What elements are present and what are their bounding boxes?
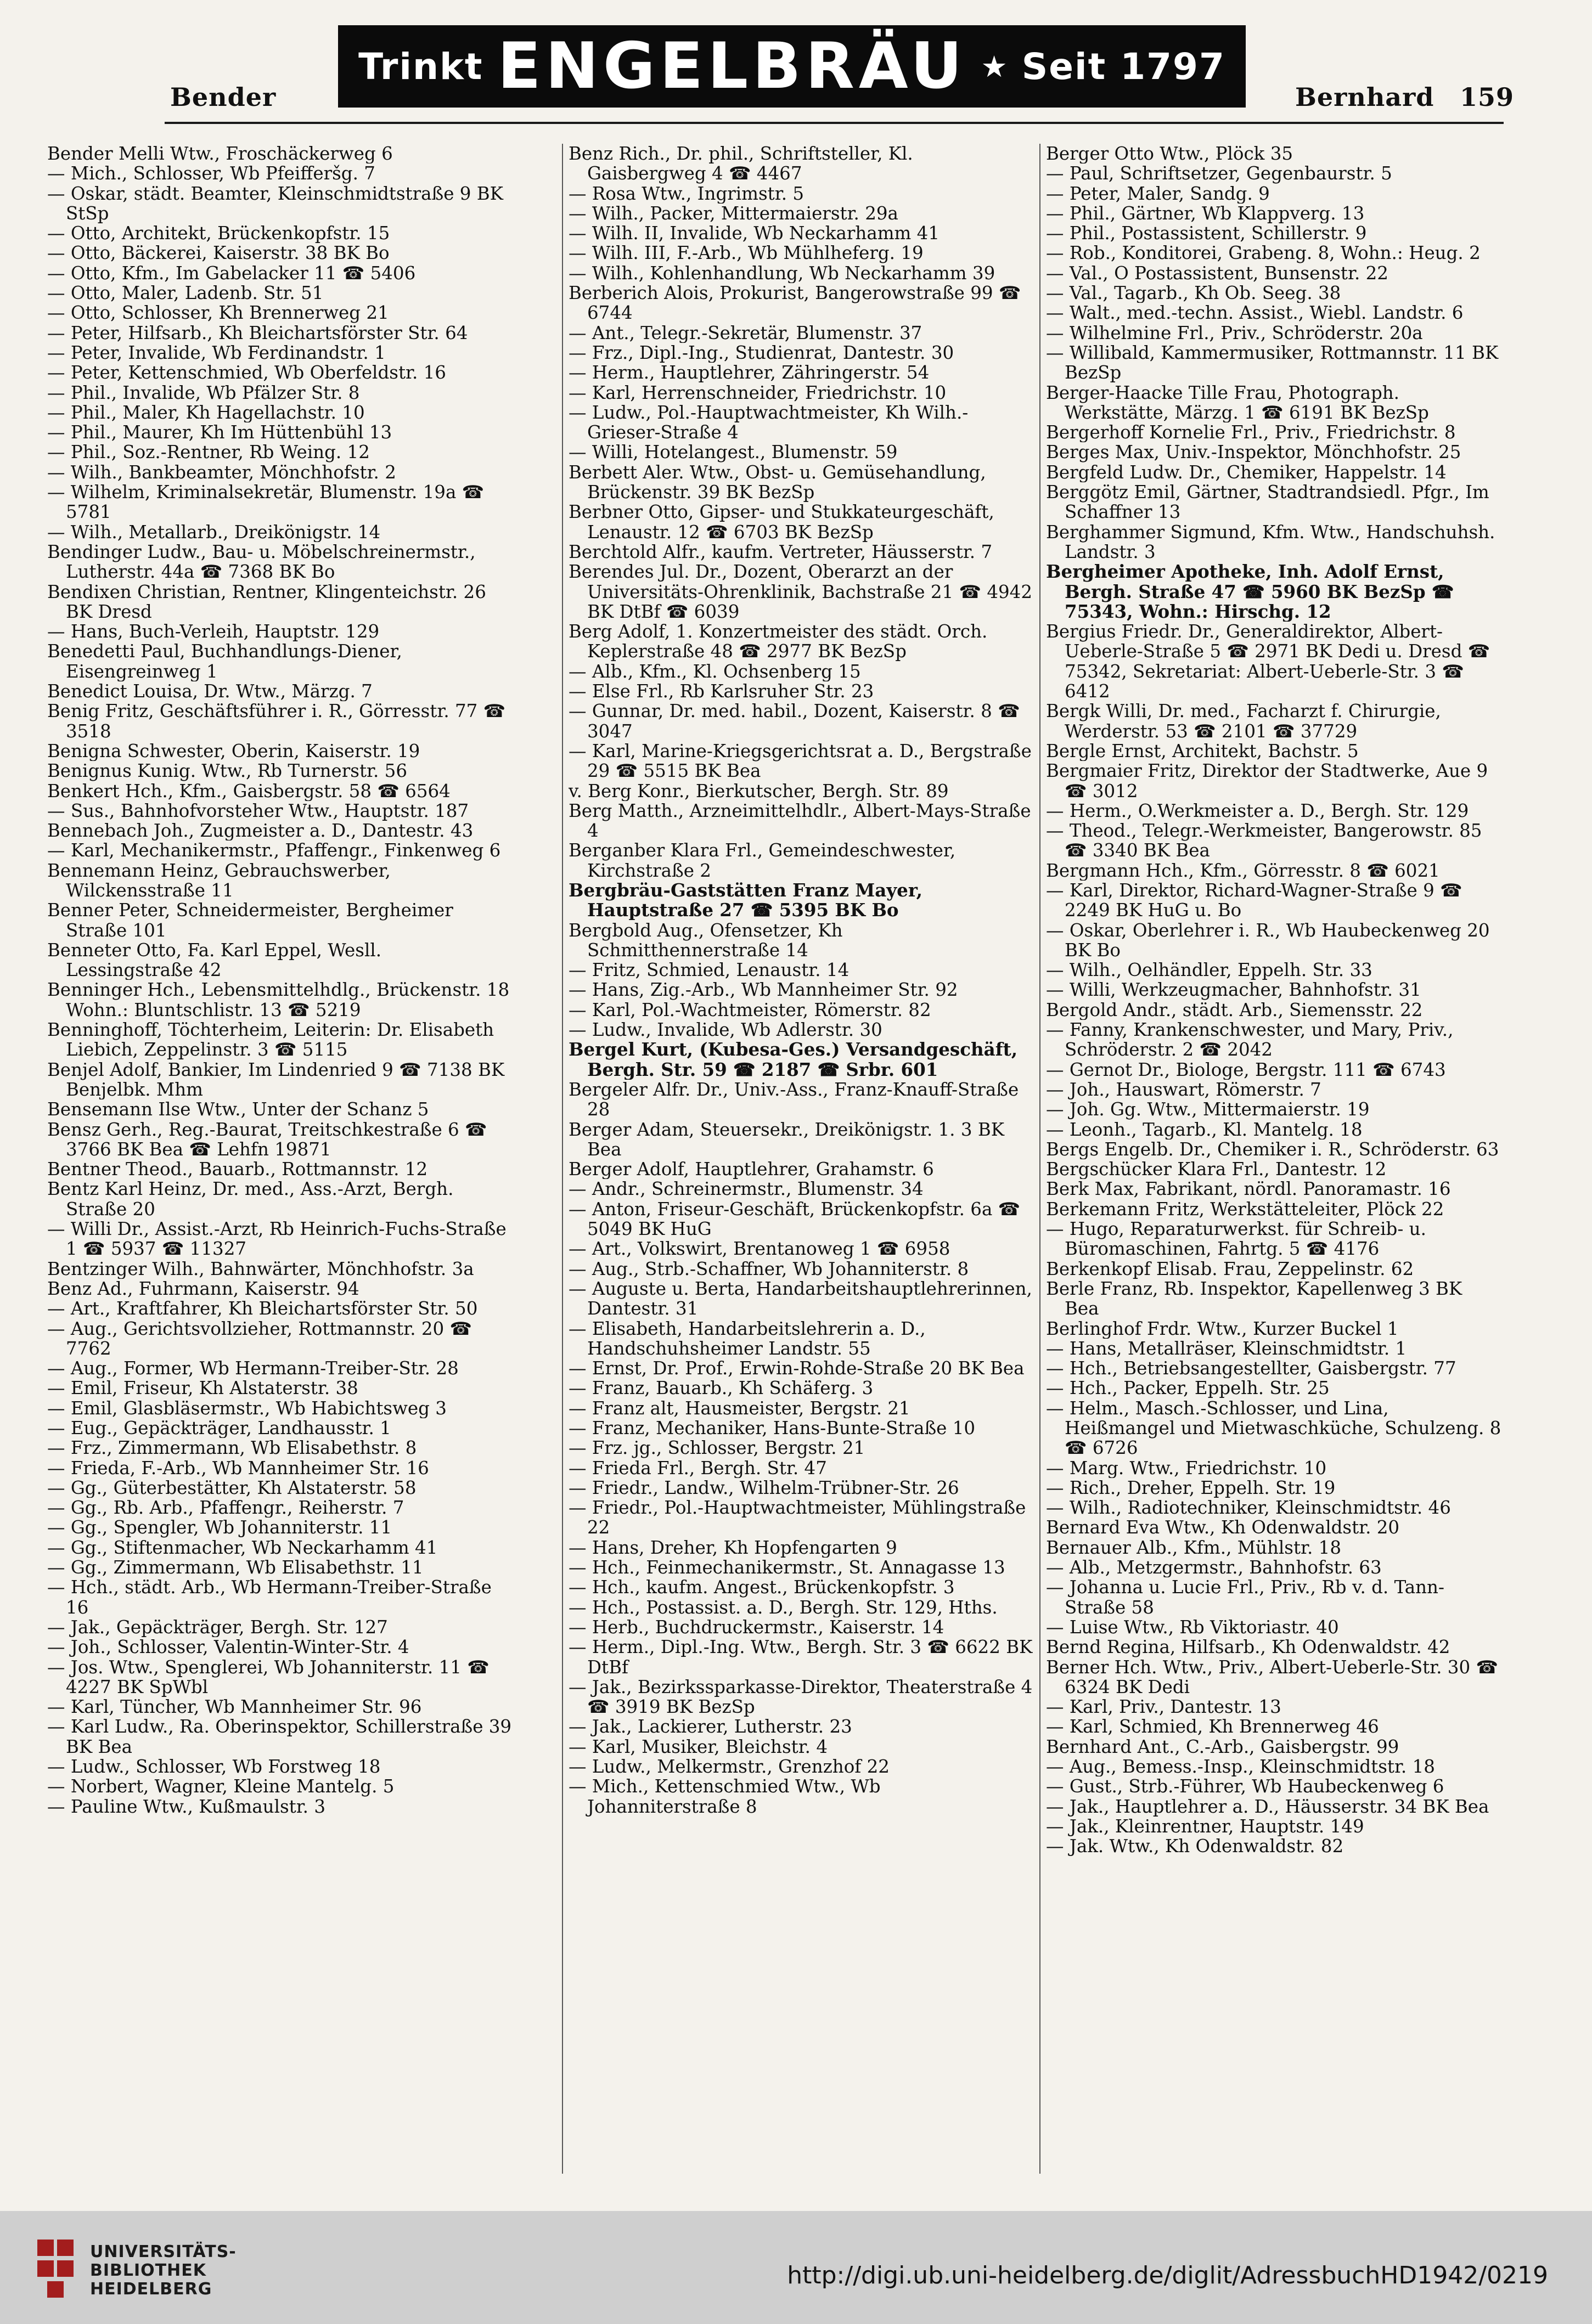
directory-entry: — Peter, Kettenschmied, Wb Oberfeldstr. 16 xyxy=(47,363,446,383)
directory-entry: — Jak., Kleinrentner, Hauptstr. 149 xyxy=(1046,1816,1364,1837)
directory-entry: — Franz, Mechaniker, Hans-Bunte-Straße 10 xyxy=(569,1418,976,1439)
library-name-line: HEIDELBERG xyxy=(90,2280,212,2299)
directory-entry: — Wilh. II, Invalide, Wb Neckarhamm 41 xyxy=(569,223,940,244)
directory-entry: — Ludw., Melkermstr., Grenzhof 22 xyxy=(569,1757,890,1777)
directory-entry: — Elisabeth, Handarbeitslehrerin a. D., Handschuhsheimer Landstr. 55 xyxy=(569,1318,926,1359)
directory-entry: — Peter, Hilfsarb., Kh Bleichartsförster Str. 64 xyxy=(47,323,468,343)
directory-entry: Bennebach Joh., Zugmeister a. D., Dantestr. 43 xyxy=(47,821,474,841)
directory-entry: — Herm., O.Werkmeister a. D., Bergh. Str. 129 xyxy=(1046,800,1469,821)
directory-entry: Benneter Otto, Fa. Karl Eppel, Wesll. Lessingstraße 42 xyxy=(47,940,382,980)
header-rule xyxy=(165,122,1504,124)
directory-entry: — Anton, Friseur-Geschäft, Brückenkopfstr. 6a ☎ 5049 BK HuG xyxy=(569,1199,1021,1239)
column-divider xyxy=(1039,144,1040,2174)
footer-bar xyxy=(0,2211,1592,2324)
directory-entry: — Jak., Lackierer, Lutherstr. 23 xyxy=(569,1717,852,1737)
directory-entry: Bergeler Alfr. Dr., Univ.-Ass., Franz-Knauff-Straße 28 xyxy=(569,1079,1019,1120)
directory-column-2 xyxy=(569,144,1033,1817)
directory-entry: — Pauline Wtw., Kußmaulstr. 3 xyxy=(47,1796,326,1817)
directory-entry: Bergk Willi, Dr. med., Facharzt f. Chirurgie, Werderstr. 53 ☎ 2101 ☎ 37729 xyxy=(1046,701,1441,741)
directory-entry: — Oskar, städt. Beamter, Kleinschmidtstraße 9 BK StSp xyxy=(47,183,503,224)
directory-entry: — Phil., Postassistent, Schillerstr. 9 xyxy=(1046,223,1367,244)
directory-entry: Bergle Ernst, Architekt, Bachstr. 5 xyxy=(1046,741,1359,761)
directory-entry: Berle Franz, Rb. Inspektor, Kapellenweg 3 BK Bea xyxy=(1046,1278,1462,1319)
directory-entry: — Otto, Maler, Ladenb. Str. 51 xyxy=(47,283,324,303)
directory-entry: Berger Adam, Steuersekr., Dreikönigstr. 1. 3 BK Bea xyxy=(569,1119,1004,1160)
directory-entry: — Helm., Masch.-Schlosser, und Lina, Heißmangel und Mietwaschküche, Schulzeng. 8 ☎ 6726 xyxy=(1046,1398,1501,1458)
directory-entry: — Franz alt, Hausmeister, Bergstr. 21 xyxy=(569,1398,910,1418)
directory-entry: — Paul, Schriftsetzer, Gegenbaurstr. 5 xyxy=(1046,163,1392,184)
directory-entry: — Otto, Architekt, Brückenkopfstr. 15 xyxy=(47,223,390,244)
directory-entry: Benig Fritz, Geschäftsführer i. R., Görresstr. 77 ☎ 3518 xyxy=(47,701,506,741)
directory-entry: — Willi, Hotelangest., Blumenstr. 59 xyxy=(569,442,898,462)
directory-entry: — Karl, Mechanikermstr., Pfaffengr., Finkenweg 6 xyxy=(47,841,501,861)
directory-entry: — Jak. Wtw., Kh Odenwaldstr. 82 xyxy=(1046,1836,1344,1857)
directory-entry: — Ludw., Pol.-Hauptwachtmeister, Kh Wilh.-Grieser-Straße 4 xyxy=(569,402,969,443)
banner-text-trinkt: Trinkt xyxy=(358,45,483,88)
directory-entry: — Friedr., Landw., Wilhelm-Trübner-Str. 26 xyxy=(569,1477,959,1498)
directory-entry: — Hch., Betriebsangestellter, Gaisbergstr. 77 xyxy=(1046,1358,1456,1379)
directory-entry: Berges Max, Univ.-Inspektor, Mönchhofstr. 25 xyxy=(1046,442,1461,462)
directory-entry: — Frieda Frl., Bergh. Str. 47 xyxy=(569,1458,827,1478)
directory-entry: — Art., Volkswirt, Brentanoweg 1 ☎ 6958 xyxy=(569,1239,950,1259)
directory-entry: — Hch., Feinmechanikermstr., St. Annagasse 13 xyxy=(569,1558,1005,1578)
star-icon: ★ xyxy=(981,49,1008,84)
directory-entry: Bergerhoff Kornelie Frl., Priv., Friedrichstr. 8 xyxy=(1046,422,1456,443)
directory-entry: Berg Matth., Arzneimittelhdlr., Albert-Mays-Straße 4 xyxy=(569,800,1031,841)
directory-entry: — Frz. jg., Schlosser, Bergstr. 21 xyxy=(569,1438,865,1458)
directory-entry: Bergs Engelb. Dr., Chemiker i. R., Schröderstr. 63 xyxy=(1046,1139,1499,1160)
directory-entry: — Emil, Friseur, Kh Alstaterstr. 38 xyxy=(47,1378,358,1398)
directory-entry: — Aug., Strb.-Schaffner, Wb Johanniterstr. 8 xyxy=(569,1259,969,1279)
directory-entry: Berghammer Sigmund, Kfm. Wtw., Handschuhsh. Landstr. 3 xyxy=(1046,522,1495,562)
directory-entry: — Leonh., Tagarb., Kl. Mantelg. 18 xyxy=(1046,1119,1363,1140)
directory-entry: — Ludw., Schlosser, Wb Forstweg 18 xyxy=(47,1757,381,1777)
directory-entry: Berk Max, Fabrikant, nördl. Panoramastr. 16 xyxy=(1046,1179,1451,1199)
directory-entry: — Gg., Zimmermann, Wb Elisabethstr. 11 xyxy=(47,1558,424,1578)
directory-entry: Bentzinger Wilh., Bahnwärter, Mönchhofstr. 3a xyxy=(47,1259,474,1279)
directory-entry: — Jak., Hauptlehrer a. D., Häusserstr. 34 BK Bea xyxy=(1046,1796,1489,1817)
directory-entry: Berganber Klara Frl., Gemeindeschwester, Kirchstraße 2 xyxy=(569,841,956,881)
directory-entry: — Gust., Strb.-Führer, Wb Haubeckenweg 6 xyxy=(1046,1776,1444,1797)
directory-entry: — Rich., Dreher, Eppelh. Str. 19 xyxy=(1046,1477,1336,1498)
directory-entry: Benz Ad., Fuhrmann, Kaiserstr. 94 xyxy=(47,1278,359,1299)
directory-entry: — Val., O Postassistent, Bunsenstr. 22 xyxy=(1046,263,1388,284)
directory-entry: — Rosa Wtw., Ingrimstr. 5 xyxy=(569,183,805,204)
directory-entry: Bergmann Hch., Kfm., Görresstr. 8 ☎ 6021 xyxy=(1046,860,1440,881)
directory-entry: — Wilh., Packer, Mittermaierstr. 29a xyxy=(569,203,898,224)
directory-entry: — Friedr., Pol.-Hauptwachtmeister, Mühlingstraße 22 xyxy=(569,1498,1026,1538)
directory-entry: — Gg., Spengler, Wb Johanniterstr. 11 xyxy=(47,1518,392,1538)
directory-entry: — Mich., Schlosser, Wb Pfeifferšg. 7 xyxy=(47,163,375,184)
directory-entry: Bennemann Heinz, Gebrauchswerber, Wilckensstraße 11 xyxy=(47,860,391,901)
directory-entry: Bergmaier Fritz, Direktor der Stadtwerke, Aue 9 ☎ 3012 xyxy=(1046,761,1488,801)
directory-entry: — Gg., Stiftenmacher, Wb Neckarhamm 41 xyxy=(47,1537,438,1558)
running-head-left: Bender xyxy=(170,82,277,112)
directory-entry: — Jak., Gepäckträger, Bergh. Str. 127 xyxy=(47,1617,388,1638)
running-head-right: Bernhard xyxy=(1295,82,1435,112)
directory-entry: Benner Peter, Schneidermeister, Bergheimer Straße 101 xyxy=(47,900,453,940)
directory-entry: — Peter, Maler, Sandg. 9 xyxy=(1046,183,1270,204)
directory-entry: — Karl, Priv., Dantestr. 13 xyxy=(1046,1697,1281,1717)
directory-entry: — Frz., Dipl.-Ing., Studienrat, Dantestr. 30 xyxy=(569,342,954,363)
directory-entry: Benkert Hch., Kfm., Gaisbergstr. 58 ☎ 6564 xyxy=(47,781,451,801)
directory-entry: — Else Frl., Rb Karlsruher Str. 23 xyxy=(569,681,874,702)
directory-entry: — Willi, Werkzeugmacher, Bahnhofstr. 31 xyxy=(1046,980,1421,1000)
directory-entry: — Phil., Invalide, Wb Pfälzer Str. 8 xyxy=(47,382,360,403)
directory-entry: — Wilh. III, F.-Arb., Wb Mühlheferg. 19 xyxy=(569,243,924,263)
directory-entry: — Aug., Gerichtsvollzieher, Rottmannstr. 20 ☎ 7762 xyxy=(47,1318,472,1359)
directory-entry: Berkenkopf Elisab. Frau, Zeppelinstr. 62 xyxy=(1046,1259,1414,1279)
directory-entry: Benigna Schwester, Oberin, Kaiserstr. 19 xyxy=(47,741,420,761)
directory-entry: — Gg., Güterbestätter, Kh Alstaterstr. 58 xyxy=(47,1477,417,1498)
directory-entry: v. Berg Konr., Bierkutscher, Bergh. Str. 89 xyxy=(569,781,949,801)
column-divider xyxy=(562,144,563,2174)
directory-entry: — Gernot Dr., Biologe, Bergstr. 111 ☎ 6743 xyxy=(1046,1059,1446,1080)
directory-entry: — Ant., Telegr.-Sekretär, Blumenstr. 37 xyxy=(569,323,922,343)
directory-entry: Berger Otto Wtw., Plöck 35 xyxy=(1046,144,1293,164)
directory-entry: Bernauer Alb., Kfm., Mühlstr. 18 xyxy=(1046,1537,1342,1558)
directory-entry: — Wilh., Kohlenhandlung, Wb Neckarhamm 39 xyxy=(569,263,995,284)
directory-entry: — Phil., Gärtner, Wb Klappverg. 13 xyxy=(1046,203,1365,224)
directory-entry: — Jos. Wtw., Spenglerei, Wb Johanniterstr. 11 ☎ 4227 BK SpWbl xyxy=(47,1657,490,1697)
directory-entry: — Fritz, Schmied, Lenaustr. 14 xyxy=(569,960,850,980)
directory-entry: — Marg. Wtw., Friedrichstr. 10 xyxy=(1046,1458,1327,1478)
directory-entry: — Karl, Herrenschneider, Friedrichstr. 10 xyxy=(569,382,947,403)
directory-entry: — Phil., Maler, Kh Hagellachstr. 10 xyxy=(47,402,365,423)
directory-entry: Berger Adolf, Hauptlehrer, Grahamstr. 6 xyxy=(569,1159,934,1180)
directory-entry: — Frz., Zimmermann, Wb Elisabethstr. 8 xyxy=(47,1438,417,1458)
directory-entry: — Aug., Former, Wb Hermann-Treiber-Str. 28 xyxy=(47,1358,459,1379)
directory-entry: Benjel Adolf, Bankier, Im Lindenried 9 ☎ 7138 BK Benjelbk. Mhm xyxy=(47,1059,505,1100)
directory-entry: — Karl Ludw., Ra. Oberinspektor, Schillerstraße 39 BK Bea xyxy=(47,1717,512,1757)
directory-entry: — Karl, Schmied, Kh Brennerweg 46 xyxy=(1046,1717,1379,1737)
directory-entry: Benninger Hch., Lebensmittelhdlg., Brückenstr. 18 Wohn.: Bluntschlistr. 13 ☎ 5219 xyxy=(47,980,510,1020)
directory-entry: — Val., Tagarb., Kh Ob. Seeg. 38 xyxy=(1046,283,1341,303)
directory-entry: — Hans, Buch-Verleih, Hauptstr. 129 xyxy=(47,622,380,642)
directory-entry: — Fanny, Krankenschwester, und Mary, Priv., Schröderstr. 2 ☎ 2042 xyxy=(1046,1020,1454,1060)
page-number: 159 xyxy=(1460,82,1515,112)
directory-entry: — Hans, Metallräser, Kleinschmidtstr. 1 xyxy=(1046,1338,1407,1359)
directory-entry: Berkemann Fritz, Werkstätteleiter, Plöck 22 xyxy=(1046,1199,1444,1220)
directory-entry: — Karl, Marine-Kriegsgerichtsrat a. D., Bergstraße 29 ☎ 5515 BK Bea xyxy=(569,741,1032,781)
directory-entry: — Karl, Tüncher, Wb Mannheimer Str. 96 xyxy=(47,1697,422,1717)
directory-entry: — Willi Dr., Assist.-Arzt, Rb Heinrich-Fuchs-Straße 1 ☎ 5937 ☎ 11327 xyxy=(47,1219,507,1259)
directory-entry: — Otto, Bäckerei, Kaiserstr. 38 BK Bo xyxy=(47,243,390,263)
university-library-logo-icon xyxy=(37,2240,76,2300)
directory-entry: Benz Rich., Dr. phil., Schriftsteller, Kl. Gaisbergweg 4 ☎ 4467 xyxy=(569,144,913,184)
directory-entry: — Phil., Soz.-Rentner, Rb Weing. 12 xyxy=(47,442,370,462)
directory-entry: Berg Adolf, 1. Konzertmeister des städt. Orch. Keplerstraße 48 ☎ 2977 BK BezSp xyxy=(569,622,988,662)
directory-entry: — Wilh., Oelhändler, Eppelh. Str. 33 xyxy=(1046,960,1372,980)
directory-entry: — Norbert, Wagner, Kleine Mantelg. 5 xyxy=(47,1776,395,1797)
library-name-line: BIBLIOTHEK xyxy=(90,2261,206,2280)
directory-entry: Bensemann Ilse Wtw., Unter der Schanz 5 xyxy=(47,1099,429,1120)
directory-entry: Benignus Kunig. Wtw., Rb Turnerstr. 56 xyxy=(47,761,407,781)
directory-entry: — Hans, Zig.-Arb., Wb Mannheimer Str. 92 xyxy=(569,980,958,1000)
directory-entry: — Emil, Glasbläsermstr., Wb Habichtsweg 3 xyxy=(47,1398,447,1418)
directory-entry: — Wilh., Bankbeamter, Mönchhofstr. 2 xyxy=(47,462,396,483)
directory-entry: Bentz Karl Heinz, Dr. med., Ass.-Arzt, Bergh. Straße 20 xyxy=(47,1179,454,1220)
directory-entry: Bernard Eva Wtw., Kh Odenwaldstr. 20 xyxy=(1046,1518,1400,1538)
directory-entry: Berberich Alois, Prokurist, Bangerowstraße 99 ☎ 6744 xyxy=(569,283,1021,323)
directory-entry: — Joh., Hauswart, Römerstr. 7 xyxy=(1046,1079,1321,1100)
directory-entry: Berner Hch. Wtw., Priv., Albert-Ueberle-Str. 30 ☎ 6324 BK Dedi xyxy=(1046,1657,1498,1697)
library-name-line: UNIVERSITÄTS- xyxy=(90,2242,237,2261)
directory-entry: — Theod., Telegr.-Werkmeister, Bangerowstr. 85 ☎ 3340 BK Bea xyxy=(1046,821,1482,861)
directory-entry: — Art., Kraftfahrer, Kh Bleichartsförster Str. 50 xyxy=(47,1299,478,1319)
directory-entry: — Jak., Bezirkssparkasse-Direktor, Theaterstraße 4 ☎ 3919 BK BezSp xyxy=(569,1677,1033,1717)
directory-entry: — Eug., Gepäckträger, Landhausstr. 1 xyxy=(47,1418,391,1439)
directory-entry: Bergius Friedr. Dr., Generaldirektor, Albert-Ueberle-Straße 5 ☎ 2971 BK Dedi u. Dresd ☎ 75342, Sekretariat: Albert-Ueberle-Str. 3 ☎ 6412 xyxy=(1046,622,1490,702)
directory-entry: Bensz Gerh., Reg.-Baurat, Treitschkestraße 6 ☎ 3766 BK Bea ☎ Lehfn 19871 xyxy=(47,1119,487,1160)
directory-entry: Bergold Andr., städt. Arb., Siemensstr. 22 xyxy=(1046,1000,1423,1020)
directory-entry: — Luise Wtw., Rb Viktoriastr. 40 xyxy=(1046,1617,1339,1638)
directory-entry: Bergheimer Apotheke, Inh. Adolf Ernst, Bergh. Straße 47 ☎ 5960 BK BezSp ☎ 75343, Wohn.: Hirschg. 12 xyxy=(1046,562,1454,622)
directory-column-1 xyxy=(47,144,514,1817)
directory-entry: — Hans, Dreher, Kh Hopfengarten 9 xyxy=(569,1537,897,1558)
directory-entry: Bernd Regina, Hilfsarb., Kh Odenwaldstr. 42 xyxy=(1046,1637,1450,1657)
banner-text-since: Seit 1797 xyxy=(1021,45,1225,88)
directory-entry: — Wilh., Radiotechniker, Kleinschmidtstr. 46 xyxy=(1046,1498,1451,1518)
directory-entry: — Otto, Kfm., Im Gabelacker 11 ☎ 5406 xyxy=(47,263,416,284)
directory-entry: — Karl, Musiker, Bleichstr. 4 xyxy=(569,1736,828,1757)
directory-entry: — Alb., Kfm., Kl. Ochsenberg 15 xyxy=(569,661,861,682)
directory-entry: — Ludw., Invalide, Wb Adlerstr. 30 xyxy=(569,1020,882,1040)
directory-entry: — Hugo, Reparaturwerkst. für Schreib- u. Büromaschinen, Fahrtg. 5 ☎ 4176 xyxy=(1046,1219,1426,1259)
directory-entry: — Wilh., Metallarb., Dreikönigstr. 14 xyxy=(47,522,381,542)
directory-entry: — Rob., Konditorei, Grabeng. 8, Wohn.: Heug. 2 xyxy=(1046,243,1481,263)
directory-entry: — Gg., Rb. Arb., Pfaffengr., Reiherstr. 7 xyxy=(47,1498,404,1518)
directory-entry: Bergbräu-Gaststätten Franz Mayer, Hauptstraße 27 ☎ 5395 BK Bo xyxy=(569,880,922,921)
library-name xyxy=(90,2243,237,2299)
directory-entry: — Auguste u. Berta, Handarbeitshauptlehrerinnen, Dantestr. 31 xyxy=(569,1278,1032,1319)
directory-entry: — Peter, Invalide, Wb Ferdinandstr. 1 xyxy=(47,342,386,363)
directory-entry: — Hch., städt. Arb., Wb Hermann-Treiber-Straße 16 xyxy=(47,1577,492,1617)
directory-entry: Bernhard Ant., C.-Arb., Gaisbergstr. 99 xyxy=(1046,1736,1399,1757)
directory-entry: — Aug., Bemess.-Insp., Kleinschmidtstr. 18 xyxy=(1046,1757,1435,1777)
directory-entry: — Wilhelmine Frl., Priv., Schröderstr. 20a xyxy=(1046,323,1423,343)
directory-entry: — Alb., Metzgermstr., Bahnhofstr. 63 xyxy=(1046,1558,1382,1578)
directory-entry: — Joh. Gg. Wtw., Mittermaierstr. 19 xyxy=(1046,1099,1370,1120)
directory-entry: — Ernst, Dr. Prof., Erwin-Rohde-Straße 20 BK Bea xyxy=(569,1358,1025,1379)
banner-text-engelbraeu: ENGELBRÄU xyxy=(497,29,967,103)
directory-entry: Bergschücker Klara Frl., Dantestr. 12 xyxy=(1046,1159,1387,1180)
directory-entry: — Franz, Bauarb., Kh Schäferg. 3 xyxy=(569,1378,874,1398)
directory-entry: — Mich., Kettenschmied Wtw., Wb Johanniterstraße 8 xyxy=(569,1776,881,1817)
source-url-link[interactable]: http://digi.ub.uni-heidelberg.de/diglit/AdressbuchHD1942/0219 xyxy=(787,2261,1548,2289)
directory-entry: Berendes Jul. Dr., Dozent, Oberarzt an der Universitäts-Ohrenklinik, Bachstraße 21 ☎ 4942 BK DtBf ☎ 6039 xyxy=(569,562,1033,622)
directory-entry: Bergfeld Ludw. Dr., Chemiker, Happelstr. 14 xyxy=(1046,462,1447,483)
directory-entry: Bentner Theod., Bauarb., Rottmannstr. 12 xyxy=(47,1159,428,1180)
directory-entry: — Frieda, F.-Arb., Wb Mannheimer Str. 16 xyxy=(47,1458,429,1478)
directory-entry: Berbett Aler. Wtw., Obst- u. Gemüsehandlung, Brückenstr. 39 BK BezSp xyxy=(569,462,986,503)
directory-entry: — Sus., Bahnhofvorsteher Wtw., Hauptstr. 187 xyxy=(47,800,469,821)
directory-entry: — Karl, Pol.-Wachtmeister, Römerstr. 82 xyxy=(569,1000,931,1020)
directory-entry: — Joh., Schlosser, Valentin-Winter-Str. 4 xyxy=(47,1637,409,1657)
directory-entry: Bender Melli Wtw., Froschäckerweg 6 xyxy=(47,144,393,164)
directory-entry: Benedetti Paul, Buchhandlungs-Diener, Eisengreinweg 1 xyxy=(47,641,402,682)
directory-entry: Bendixen Christian, Rentner, Klingenteichstr. 26 BK Dresd xyxy=(47,582,486,622)
directory-entry: Bergel Kurt, (Kubesa-Ges.) Versandgeschäft, Bergh. Str. 59 ☎ 2187 ☎ Srbr. 601 xyxy=(569,1040,1018,1080)
directory-entry: Berchtold Alfr., kaufm. Vertreter, Häusserstr. 7 xyxy=(569,541,993,562)
directory-entry: — Herm., Hauptlehrer, Zähringerstr. 54 xyxy=(569,363,930,383)
engelbraeu-advert-banner xyxy=(338,25,1246,108)
directory-entry: — Johanna u. Lucie Frl., Priv., Rb v. d. Tann-Straße 58 xyxy=(1046,1577,1444,1617)
directory-entry: Bergbold Aug., Ofensetzer, Kh Schmitthennerstraße 14 xyxy=(569,920,843,961)
directory-column-3 xyxy=(1046,144,1501,1857)
directory-entry: Bendinger Ludw., Bau- u. Möbelschreinermstr., Lutherstr. 44a ☎ 7368 BK Bo xyxy=(47,541,476,582)
directory-entry: — Wilhelm, Kriminalsekretär, Blumenstr. 19a ☎ 5781 xyxy=(47,482,485,522)
directory-entry: Benninghoff, Töchterheim, Leiterin: Dr. Elisabeth Liebich, Zeppelinstr. 3 ☎ 5115 xyxy=(47,1020,494,1060)
directory-entry: — Andr., Schreinermstr., Blumenstr. 34 xyxy=(569,1179,924,1199)
directory-entry: Berggötz Emil, Gärtner, Stadtrandsiedl. Pfgr., Im Schaffner 13 xyxy=(1046,482,1489,522)
directory-entry: Berbner Otto, Gipser- und Stukkateurgeschäft, Lenaustr. 12 ☎ 6703 BK BezSp xyxy=(569,502,994,542)
directory-entry: — Gunnar, Dr. med. habil., Dozent, Kaiserstr. 8 ☎ 3047 xyxy=(569,701,1020,741)
directory-entry: — Karl, Direktor, Richard-Wagner-Straße 9 ☎ 2249 BK HuG u. Bo xyxy=(1046,880,1462,921)
directory-entry: Berger-Haacke Tille Frau, Photograph. Werkstätte, Märzg. 1 ☎ 6191 BK BezSp xyxy=(1046,382,1429,423)
directory-entry: — Herb., Buchdruckermstr., Kaiserstr. 14 xyxy=(569,1617,944,1638)
directory-entry: — Willibald, Kammermusiker, Rottmannstr. 11 BK BezSp xyxy=(1046,342,1499,383)
directory-entry: — Phil., Maurer, Kh Im Hüttenbühl 13 xyxy=(47,422,392,443)
directory-entry: Benedict Louisa, Dr. Wtw., Märzg. 7 xyxy=(47,681,373,702)
directory-entry: — Hch., Postassist. a. D., Bergh. Str. 129, Hths. xyxy=(569,1597,998,1617)
directory-entry: — Hch., Packer, Eppelh. Str. 25 xyxy=(1046,1378,1330,1398)
directory-entry: — Hch., kaufm. Angest., Brückenkopfstr. 3 xyxy=(569,1577,955,1598)
directory-entry: — Walt., med.-techn. Assist., Wiebl. Landstr. 6 xyxy=(1046,303,1464,323)
directory-entry: Berlinghof Frdr. Wtw., Kurzer Buckel 1 xyxy=(1046,1318,1399,1339)
directory-entry: — Otto, Schlosser, Kh Brennerweg 21 xyxy=(47,303,389,323)
directory-entry: — Herm., Dipl.-Ing. Wtw., Bergh. Str. 3 ☎ 6622 BK DtBf xyxy=(569,1637,1033,1677)
directory-entry: — Oskar, Oberlehrer i. R., Wb Haubeckenweg 20 BK Bo xyxy=(1046,920,1490,961)
